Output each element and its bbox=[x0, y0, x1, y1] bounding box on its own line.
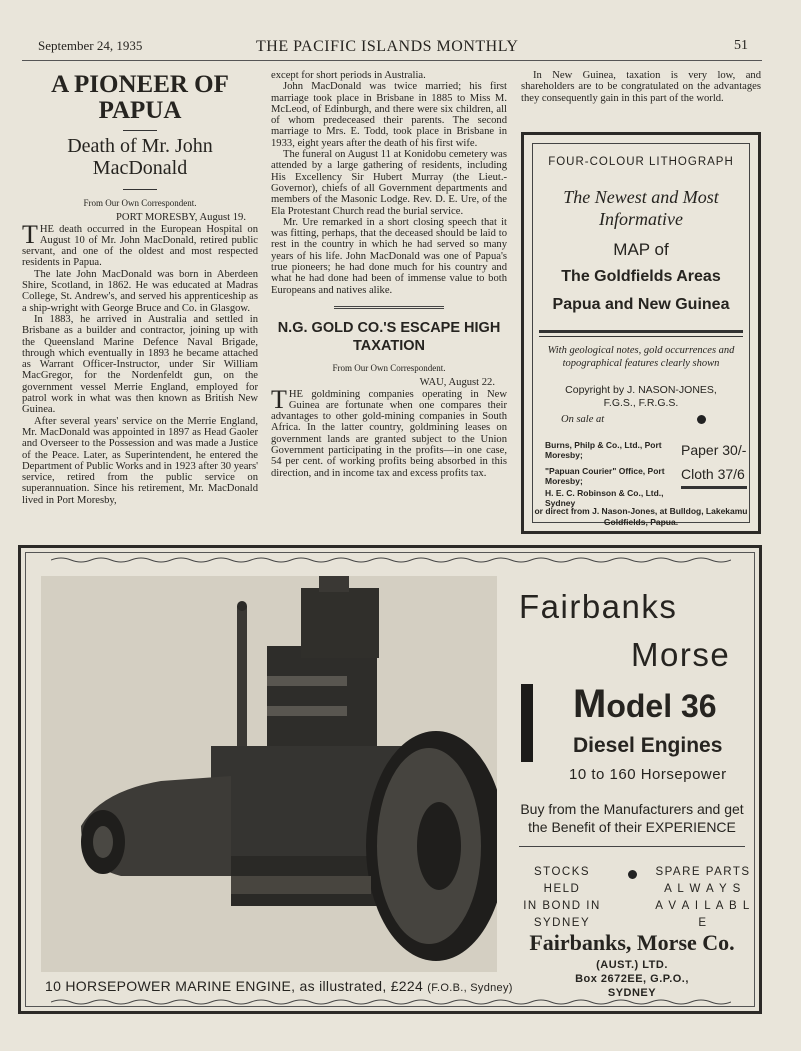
dateline: WAU, August 22. bbox=[419, 377, 495, 389]
divider bbox=[539, 336, 743, 337]
drop-cap: T bbox=[271, 384, 287, 414]
article-headline: A PIONEER OF PAPUA bbox=[51, 71, 229, 124]
ad-direct-order: or direct from J. Nason-Jones, at Bulldog, Lakekamu Goldfields, Papua. bbox=[534, 506, 748, 527]
product-line: Diesel Engines bbox=[573, 734, 723, 757]
price-cloth: Cloth 37/6 bbox=[681, 466, 745, 482]
address-line: Box 2672EE, G.P.O., bbox=[575, 973, 689, 985]
ad-title-line: The Newest and Most bbox=[563, 187, 719, 207]
copyright-line: Copyright by J. NASON-JONES, bbox=[565, 384, 717, 396]
horsepower-range: 10 to 160 Horsepower bbox=[569, 766, 727, 783]
stocks-line: SYDNEY bbox=[533, 917, 591, 929]
paragraph bbox=[22, 219, 258, 269]
accent-bar bbox=[521, 684, 533, 762]
brand-morse: Morse bbox=[631, 636, 731, 673]
divider bbox=[681, 486, 747, 489]
spares-line: SPARE PARTS bbox=[655, 866, 751, 878]
ad-title-line: Informative bbox=[599, 209, 683, 229]
engine-advertisement bbox=[18, 545, 762, 1014]
copyright-quals: F.G.S., F.R.G.S. bbox=[603, 397, 679, 409]
stocks-line: IN BOND IN bbox=[523, 900, 601, 912]
company-name: Fairbanks, Morse Co. bbox=[529, 930, 735, 955]
divider bbox=[519, 846, 745, 847]
article-headline: N.G. GOLD CO.'S ESCAPE HIGH TAXATION bbox=[277, 319, 501, 354]
drop-cap: T bbox=[22, 219, 38, 249]
section-divider bbox=[334, 306, 444, 309]
bullet-icon bbox=[697, 415, 706, 424]
spares-line: A L W A Y S bbox=[664, 883, 742, 895]
engine-caption bbox=[45, 978, 513, 994]
address-line: SYDNEY bbox=[607, 987, 657, 999]
ad-copyright bbox=[533, 384, 749, 410]
byline: From Our Own Correspondent. bbox=[332, 362, 446, 373]
model-title bbox=[573, 682, 717, 727]
marine-engine-illustration bbox=[41, 576, 497, 972]
engine-photo bbox=[41, 576, 497, 972]
article-column-2 bbox=[271, 70, 507, 479]
ad-inner-frame bbox=[532, 143, 750, 527]
page-number: 51 bbox=[734, 38, 748, 53]
spare-parts bbox=[655, 864, 751, 932]
stockist: H. E. C. Robinson & Co., Ltd., Sydney bbox=[545, 488, 664, 508]
dateline: PORT MORESBY, August 19. bbox=[116, 212, 246, 224]
company-address bbox=[519, 958, 745, 1000]
paragraph: The funeral on August 11 at Konidobu cemetery was attended by a large gathering of residents, including His Excellency Sir Hubert Murray (the Lieut.-Governor), chiefs of all Government departments and members of the Masonic Lodge. Rev. D. E. Ure, of the Ela Protestant Church read the burial service. bbox=[271, 149, 507, 217]
buy-slogan: Buy from the Manufacturers and get the Benefit of their EXPERIENCE bbox=[520, 801, 744, 835]
divider bbox=[123, 130, 157, 131]
header-rule bbox=[22, 60, 762, 61]
stockist: "Papuan Courier" Office, Port Moresby; bbox=[545, 466, 665, 486]
ad-region: Papua and New Guinea bbox=[552, 296, 730, 313]
spares-line: A V A I L A B L E bbox=[655, 900, 751, 929]
model-initial: M bbox=[573, 682, 607, 726]
paragraph-text: HE goldmining companies operating in New Guinea are fortunate when one compares their advantages to other gold-mining companies in South Africa. In the latter country, goldmining leases on government lands are granted subject to the Union Government participating in the profits—in one case, 54 per cent. of working profits being absorbed in this direction, and in income tax and excess profits tax. bbox=[271, 388, 507, 479]
article-column-3 bbox=[521, 70, 761, 104]
divider bbox=[539, 330, 743, 333]
divider bbox=[123, 189, 157, 190]
paragraph: After several years' service on the Merrie England, Mr. MacDonald was appointed in 1897 as Head Gaoler and Overseer to the Possession and was made a Justice of the Peace. Later, as Superintendent, he entered the Department of Public Works and in 1923 after 30 years' service, retired from the public service on superannuation. Since his retirement, Mr. MacDonald lived in Port Moresby, bbox=[22, 415, 258, 506]
issue-date: September 24, 1935 bbox=[38, 38, 143, 53]
ad-title bbox=[533, 186, 749, 230]
price-paper: Paper 30/- bbox=[681, 442, 747, 458]
ad-goldfields: The Goldfields Areas bbox=[561, 268, 721, 285]
stocks-held bbox=[517, 864, 607, 932]
model-rest: odel 36 bbox=[606, 688, 717, 724]
paragraph: Mr. Ure remarked in a short closing speech that it was fitting, perhaps, that the deceased should be laid to rest in the country in which he had served so many years of his life. John MacDonald was one of Papua's true pioneers; he had done much for his country and what he had done had been of immense value to both Europeans and natives alike. bbox=[271, 216, 507, 296]
ad-map-of: MAP of bbox=[613, 240, 669, 259]
paragraph: The late John MacDonald was born in Aberdeen Shire, Scotland, in 1862. He was educated at Madras College, St. Andrew's, and served his apprenticeship as a ship-wright with George Bruce and Co. in Glasgow. bbox=[22, 268, 258, 314]
article-subhead: Death of Mr. John MacDonald bbox=[67, 135, 213, 179]
caption-note: (F.O.B., Sydney) bbox=[427, 982, 513, 994]
paragraph: except for short periods in Australia. bbox=[271, 70, 426, 81]
paragraph: In New Guinea, taxation is very low, and shareholders are to be congratulated on the advantages they consequently gain in this part of the world. bbox=[521, 70, 761, 104]
bullet-icon bbox=[628, 870, 637, 879]
publication-title: THE PACIFIC ISLANDS MONTHLY bbox=[256, 38, 519, 55]
paragraph-text: HE death occurred in the European Hospital on August 10 of Mr. John MacDonald, retired public servant, and one of the oldest and most respected residents in Papua. bbox=[22, 223, 258, 269]
brand-fairbanks: Fairbanks bbox=[519, 588, 678, 625]
paragraph bbox=[271, 384, 507, 479]
article-pioneer bbox=[22, 66, 258, 506]
on-sale-label: On sale at bbox=[561, 414, 605, 425]
caption-text: 10 HORSEPOWER MARINE ENGINE, as illustrated, £224 bbox=[45, 978, 424, 994]
ad-notes: With geological notes, gold occurrences and topographical features clearly shown bbox=[547, 345, 735, 369]
stocks-line: STOCKS HELD bbox=[533, 866, 591, 895]
ad-tagline: FOUR-COLOUR LITHOGRAPH bbox=[548, 156, 734, 168]
address-line: (AUST.) LTD. bbox=[596, 959, 668, 971]
stockist: Burns, Philp & Co., Ltd., Port Moresby; bbox=[545, 440, 662, 460]
paragraph: In 1883, he arrived in Australia and settled in Brisbane as a builder and contractor, joining up with the Queensland Marine Defence Naval Brigade, through which eventually in 1893 he became attached as Warrant Officer-Instructor, under Sir William MacGregor, for the Nordenfeldt gun, on the government vessel Merrie England, employed for patrol work in what was then known as British New Guinea. bbox=[22, 313, 258, 416]
wave-border-top bbox=[51, 556, 731, 564]
byline: From Our Own Correspondent. bbox=[83, 198, 197, 208]
map-advertisement bbox=[521, 132, 761, 534]
page-header bbox=[38, 38, 748, 58]
paragraph: John MacDonald was twice married; his first marriage took place in Brisbane in 1885 to Miss M. McLeod, of Edinburgh, and there were six children, all of whom predeceased their parents. The second marriage to Mrs. E. Todd, took place in Brisbane in 1933, eight years after the death of his first wife. bbox=[271, 81, 507, 149]
